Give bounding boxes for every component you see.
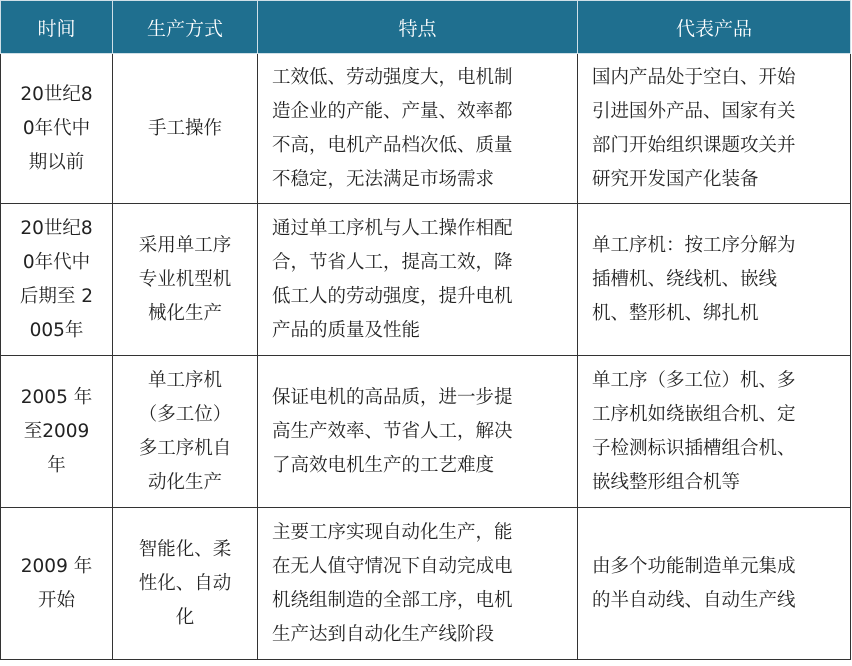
header-features: 特点: [258, 1, 578, 54]
products-text: 单工序机：按工序分解为 插槽机、绕线机、嵌线 机、整形机、绑扎机: [592, 234, 796, 324]
method-cell: [113, 508, 258, 660]
products-text: 由多个功能制造单元集成 的半自动线、自动生产线: [592, 555, 796, 611]
features-cell: [258, 204, 578, 356]
time-text: 2005 年 至2009 年: [20, 386, 93, 476]
features-cell: [258, 508, 578, 660]
time-cell: [1, 204, 113, 356]
method-text: 单工序机 （多工位） 多工序机自 动化生产: [138, 369, 232, 493]
products-text: 单工序（多工位）机、多 工序机如绕嵌组合机、定 子检测标识插槽组合机、 嵌线整形组合机等: [592, 369, 796, 493]
time-text: 20世纪8 0年代中 期以前: [20, 83, 93, 173]
time-cell: [1, 54, 113, 204]
table-row: [1, 54, 851, 204]
time-cell: [1, 508, 113, 660]
products-cell: [578, 356, 851, 508]
method-cell: [113, 356, 258, 508]
table-row: [1, 356, 851, 508]
table-row: [1, 508, 851, 660]
method-cell: [113, 204, 258, 356]
method-cell: [113, 54, 258, 204]
table-row: [1, 204, 851, 356]
method-text: 手工操作: [147, 117, 222, 139]
header-method: 生产方式: [113, 1, 258, 54]
method-text: 采用单工序 专业机型机 械化生产: [138, 234, 232, 324]
products-cell: [578, 54, 851, 204]
features-cell: [258, 54, 578, 204]
products-text: 国内产品处于空白、开始 引进国外产品、国家有关 部门开始组织课题攻关并 研究开发国产化装备: [592, 66, 796, 190]
features-text: 工效低、劳动强度大，电机制 造企业的产能、产量、效率都 不高，电机产品档次低、质量 不稳定，无法满足市场需求: [272, 66, 513, 190]
time-text: 20世纪8 0年代中 后期至 2 005年: [19, 217, 94, 341]
products-cell: [578, 508, 851, 660]
features-text: 主要工序实现自动化生产，能 在无人值守情况下自动完成电 机绕组制造的全部工序，电机 生产达到自动化生产线阶段: [272, 521, 513, 645]
header-row: [1, 1, 851, 54]
products-cell: [578, 204, 851, 356]
time-cell: [1, 356, 113, 508]
header-products: 代表产品: [578, 1, 851, 54]
header-time: 时间: [1, 1, 113, 54]
features-text: 通过单工序机与人工操作相配 合，节省人工，提高工效，降 低工人的劳动强度，提升电机 产品的质量及性能: [272, 217, 513, 341]
method-text: 智能化、柔 性化、自动 化: [138, 538, 232, 628]
features-cell: [258, 356, 578, 508]
time-text: 2009 年 开始: [20, 555, 93, 611]
features-text: 保证电机的高品质，进一步提 高生产效率、节省人工，解决 了高效电机生产的工艺难度: [272, 386, 513, 476]
